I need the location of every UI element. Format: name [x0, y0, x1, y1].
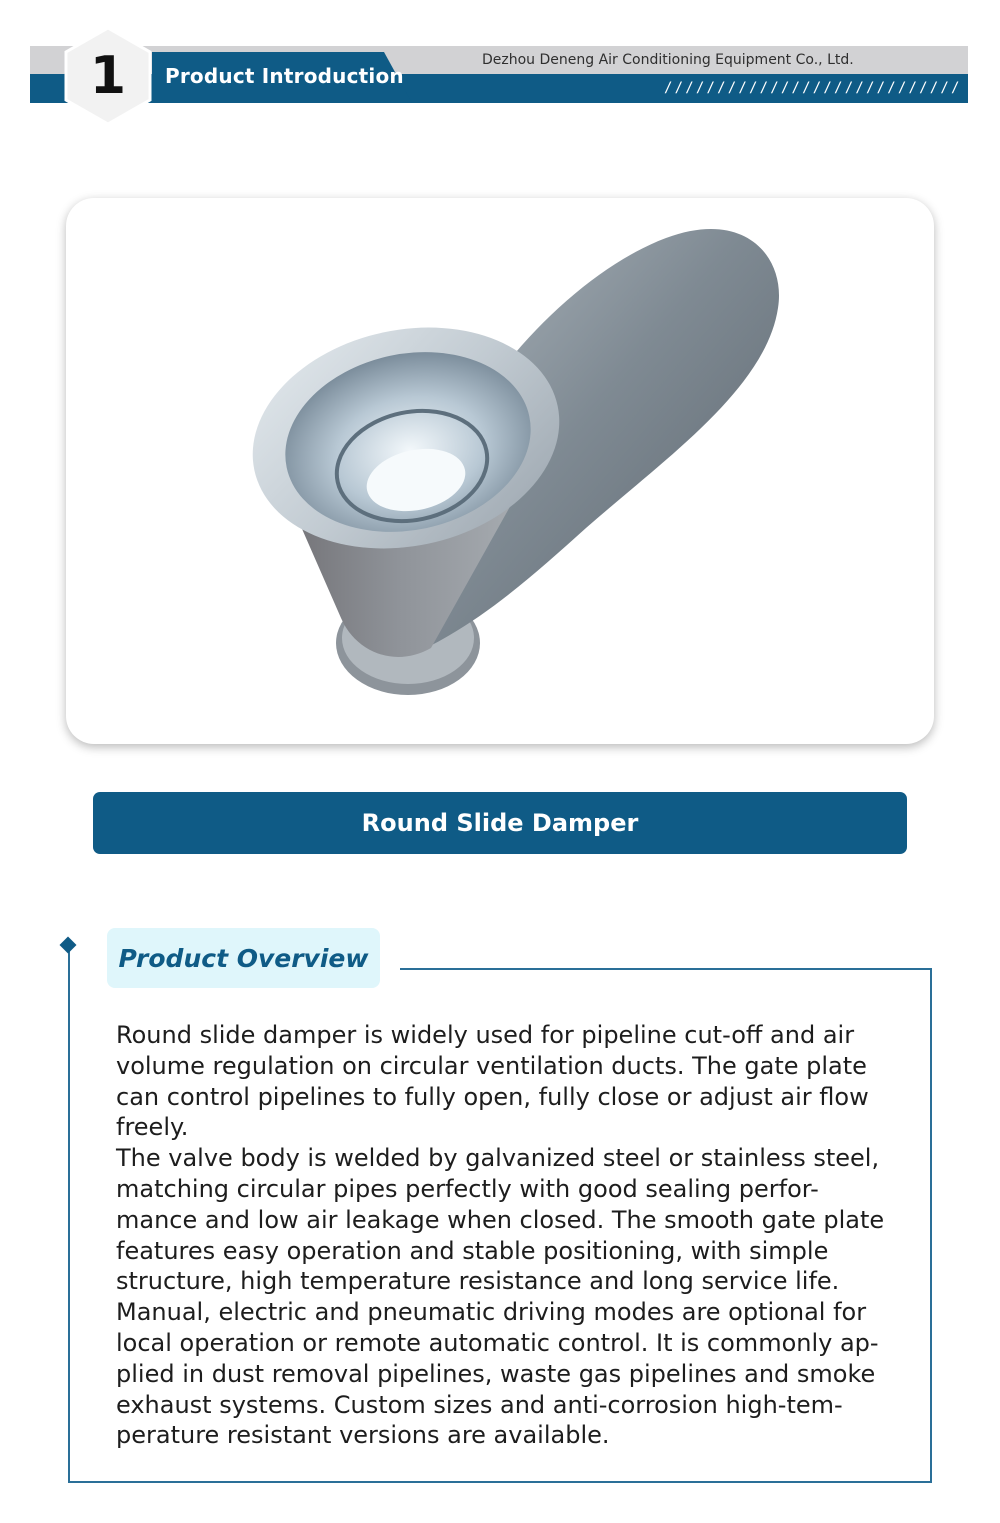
header-slash-decoration: ////////////////////////////	[664, 80, 962, 96]
overview-top-border	[400, 968, 932, 970]
company-name: Dezhou Deneng Air Conditioning Equipment Co., Ltd.	[482, 52, 854, 68]
product-image-card	[66, 198, 934, 744]
overview-title: Product Overview	[118, 944, 369, 973]
overview-line: Manual, electric and pneumatic driving modes are optional for	[116, 1298, 867, 1327]
overview-line: exhaust systems. Custom sizes and anti-corrosion high-tem-	[116, 1390, 843, 1419]
diamond-bullet-icon	[60, 937, 77, 954]
overview-line: local operation or remote automatic control. It is commonly ap-	[116, 1328, 879, 1357]
overview-line: volume regulation on circular ventilation ducts. The gate plate	[116, 1051, 867, 1080]
overview-bottom-border	[68, 1481, 932, 1483]
overview-line: structure, high temperature resistance and long service life.	[116, 1267, 840, 1296]
overview-line: freely.	[116, 1113, 189, 1142]
overview-line: The valve body is welded by galvanized steel or stainless steel,	[116, 1144, 880, 1173]
product-name-banner: Round Slide Damper	[93, 792, 907, 854]
overview-line: features easy operation and stable positioning, with simple	[116, 1236, 829, 1265]
section-number: 1	[89, 46, 127, 106]
overview-right-border	[930, 970, 932, 1483]
overview-description	[116, 1020, 906, 1451]
overview-line: matching circular pipes perfectly with good sealing perfor-	[116, 1174, 819, 1203]
round-slide-damper-photo	[66, 198, 934, 744]
overview-line: can control pipelines to fully open, fully close or adjust air flow	[116, 1082, 869, 1111]
section-title: Product Introduction	[165, 64, 404, 88]
overview-line: plied in dust removal pipelines, waste gas pipelines and smoke	[116, 1359, 876, 1388]
overview-left-border	[68, 950, 70, 1483]
overview-line: mance and low air leakage when closed. The smooth gate plate	[116, 1205, 885, 1234]
overview-line: perature resistant versions are available.	[116, 1421, 610, 1450]
overview-line: Round slide damper is widely used for pipeline cut-off and air	[116, 1021, 855, 1049]
